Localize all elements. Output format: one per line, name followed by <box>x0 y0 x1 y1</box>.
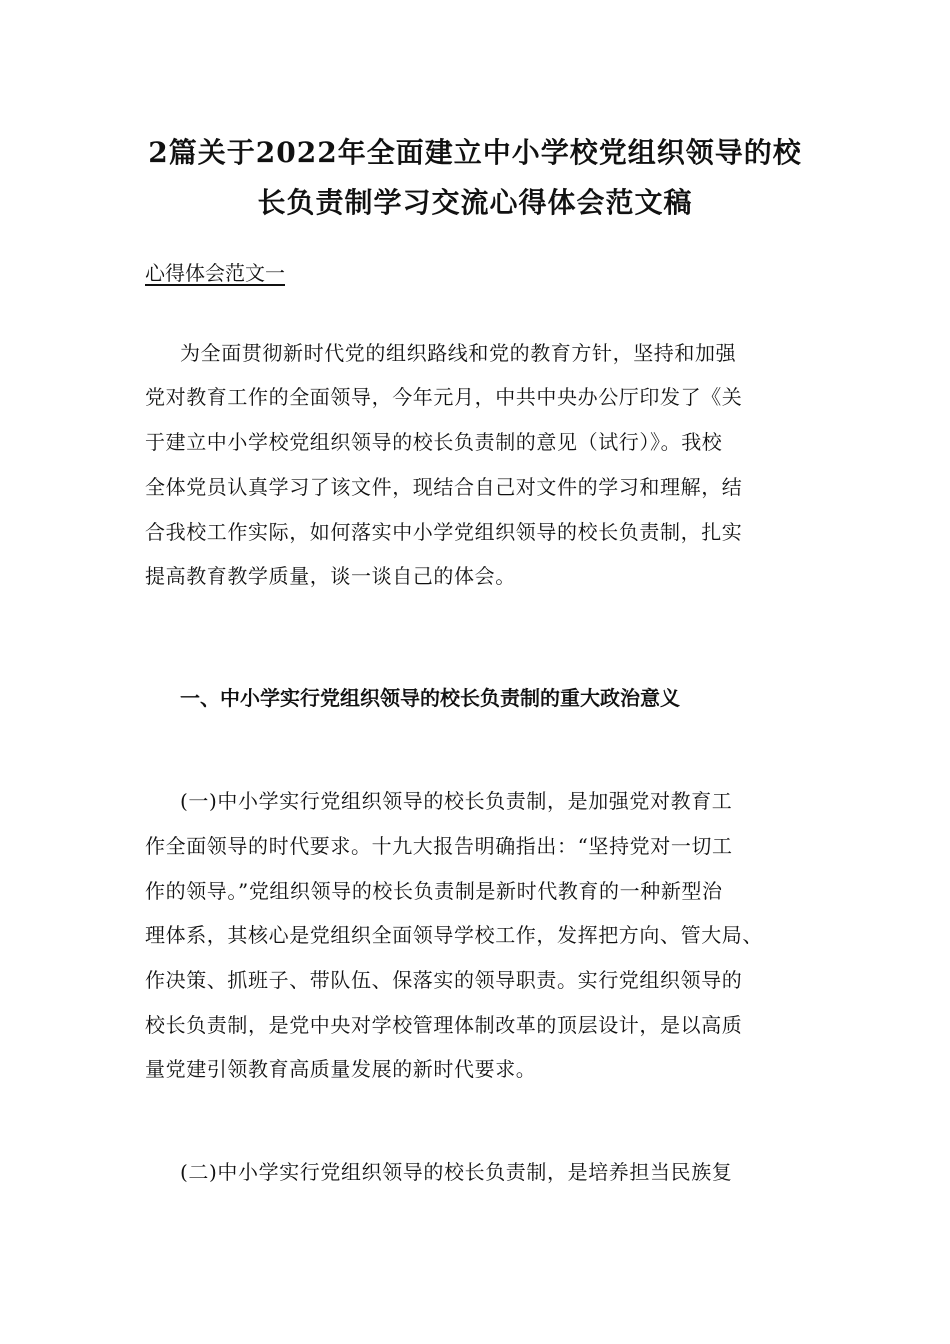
paragraph-1-line-4: 全体党员认真学习了该文件，现结合自己对文件的学习和理解，结 <box>145 475 743 499</box>
paragraph-2-line-7: 量党建引领教育高质量发展的新时代要求。 <box>145 1057 537 1081</box>
section-1-heading: 一、中小学实行党组织领导的校长负责制的重大政治意义 <box>180 686 680 710</box>
paragraph-1-line-3: 于建立中小学校党组织领导的校长负责制的意见（试行）》。我校 <box>145 430 723 454</box>
paragraph-2-line-5: 作决策、抓班子、带队伍、保落实的领导职责。实行党组织领导的 <box>145 968 743 992</box>
paragraph-1-line-6: 提高教育教学质量，谈一谈自己的体会。 <box>145 564 516 588</box>
paragraph-2-line-3: 作的领导。”党组织领导的校长负责制是新时代教育的一种新型治 <box>145 879 723 903</box>
essay-subheading: 心得体会范文一 <box>145 261 285 285</box>
paragraph-1-line-5: 合我校工作实际，如何落实中小学党组织领导的校长负责制，扎实 <box>145 520 743 544</box>
paragraph-2-line-2: 作全面领导的时代要求。十九大报告明确指出：“坚持党对一切工 <box>145 834 733 858</box>
paragraph-1-line-2: 党对教育工作的全面领导，今年元月，中共中央办公厅印发了《关 <box>145 385 743 409</box>
paragraph-3-line-1: (二)中小学实行党组织领导的校长负责制，是培养担当民族复 <box>180 1160 733 1184</box>
paragraph-1-line-1: 为全面贯彻新时代党的组织路线和党的教育方针，坚持和加强 <box>180 341 737 365</box>
paragraph-2-line-4: 理体系，其核心是党组织全面领导学校工作，发挥把方向、管大局、 <box>145 923 763 947</box>
paragraph-2-line-1: (一)中小学实行党组织领导的校长负责制，是加强党对教育工 <box>180 789 733 813</box>
document-title-line-2: 长负责制学习交流心得体会范文稿 <box>257 186 693 219</box>
document-title-line-1: 2篇关于2022年全面建立中小学校党组织领导的校 <box>148 136 802 169</box>
paragraph-2-line-6: 校长负责制，是党中央对学校管理体制改革的顶层设计，是以高质 <box>145 1013 743 1037</box>
